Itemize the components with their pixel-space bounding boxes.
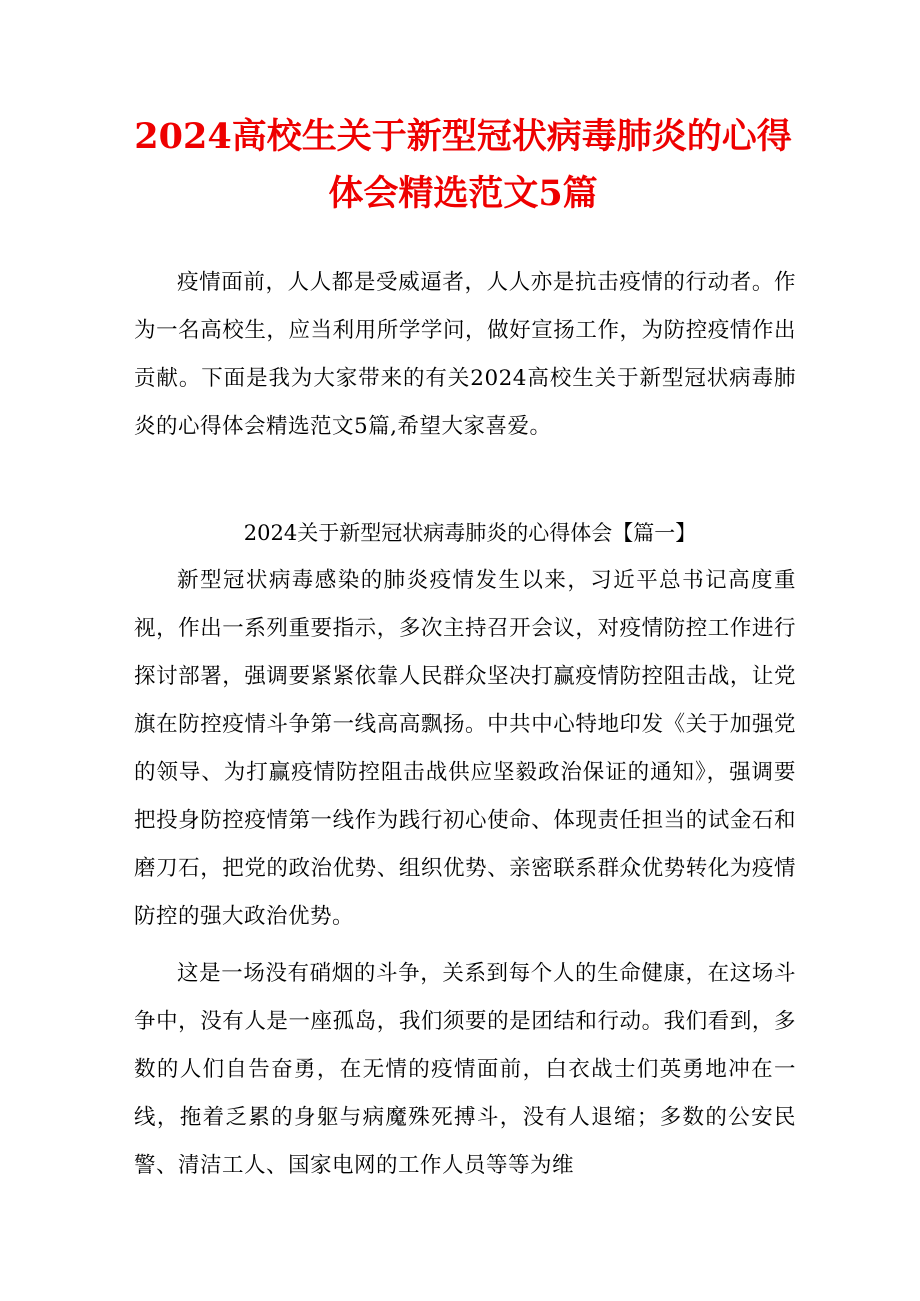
body-paragraph-2: 这是一场没有硝烟的斗争，关系到每个人的生命健康，在这场斗争中，没有人是一座孤岛，我们须要的是团结和行动。我们看到，多数的人们自告奋勇，在无情的疫情面前，白衣战士们英勇地冲在一线，拖着乏累的身躯与病魔殊死搏斗，没有人退缩；多数的公安民警、清洁工人、国家电网的工作人员等等为维	[134, 961, 796, 1178]
body-paragraph-1: 新型冠状病毒感染的肺炎疫情发生以来，习近平总书记高度重视，作出一系列重要指示，多次主持召开会议，对疫情防控工作进行探讨部署，强调要紧紧依靠人民群众坚决打赢疫情防控阻击战，让党旗在防控疫情斗争第一线高高飘扬。中共中心特地印发《关于加强党的领导、为打赢疫情防控阻击战供应坚毅政治保证的通知》，强调要把投身防控疫情第一线作为践行初心使命、体现责任担当的试金石和磨刀石，把党的政治优势、组织优势、亲密联系群众优势转化为疫情防控的强大政治优势。	[134, 568, 796, 929]
section-heading: 2024关于新型冠状病毒肺炎的心得体会【篇一】	[243, 521, 697, 545]
intro-paragraph: 疫情面前，人人都是受威逼者，人人亦是抗击疫情的行动者。作为一名高校生，应当利用所学学问，做好宣扬工作，为防控疫情作出贡献。下面是我为大家带来的有关2024高校生关于新型冠状病毒肺炎的心得体会精选范文5篇,希望大家喜爱。	[134, 270, 796, 439]
document-title: 2024高校生关于新型冠状病毒肺炎的心得体会精选范文5篇	[134, 116, 792, 214]
